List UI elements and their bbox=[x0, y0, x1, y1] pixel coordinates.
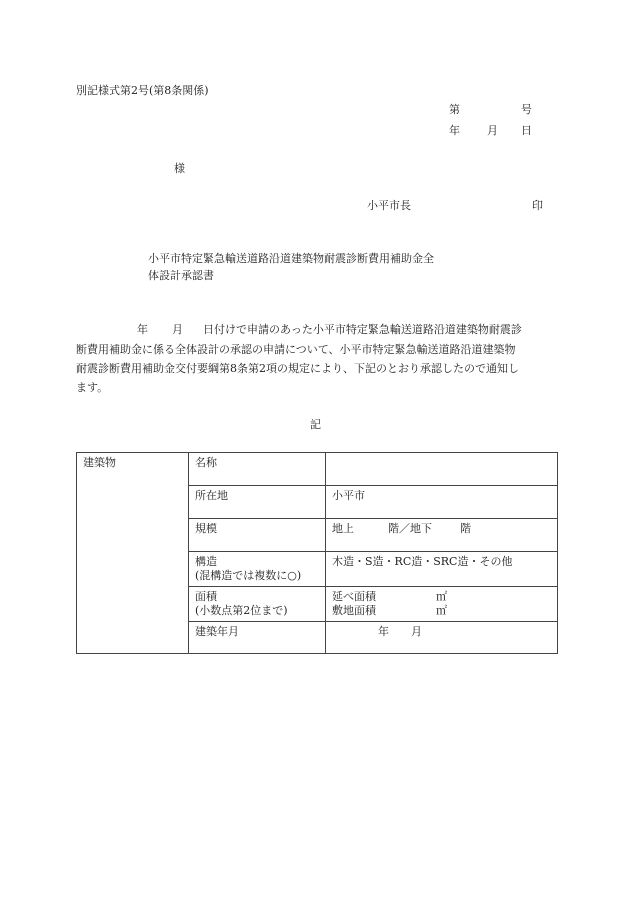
value-name-field[interactable] bbox=[326, 453, 558, 486]
scale-floor-basement: 階／地下 bbox=[388, 522, 432, 535]
document-number-suffix: 号 bbox=[521, 103, 532, 116]
site-area-unit: ㎡ bbox=[436, 604, 447, 617]
body-line-1-text: 日付けで申請のあった小平市特定緊急輸送道路沿道建築物耐震診 bbox=[203, 323, 522, 336]
label-scale: 規模 bbox=[189, 519, 326, 552]
body-line-2: 断費用補助金に係る全体設計の承認の申請について、小平市特定緊急輸送道路沿道建築物 bbox=[76, 343, 516, 356]
label-structure: 構造 (混構造では複数に○) bbox=[189, 552, 326, 587]
document-title-line2: 体設計承認書 bbox=[148, 269, 214, 282]
scale-floor: 階 bbox=[460, 522, 471, 535]
value-area-field[interactable] bbox=[326, 587, 558, 622]
label-area: 面積 (小数点第2位まで) bbox=[189, 587, 326, 622]
form-number: 別記様式第2号(第8条関係) bbox=[76, 84, 209, 97]
date-month: 月 bbox=[487, 124, 498, 137]
label-location: 所在地 bbox=[189, 486, 326, 519]
body-month: 月 bbox=[172, 323, 183, 336]
body-line-4: ます。 bbox=[76, 381, 109, 394]
document-number-prefix: 第 bbox=[449, 103, 460, 116]
built-year: 年 bbox=[378, 625, 389, 638]
total-floor-area-label: 延べ面積 bbox=[332, 590, 376, 603]
date-day: 日 bbox=[521, 124, 532, 137]
document-title-line1: 小平市特定緊急輸送道路沿道建築物耐震診断費用補助金全 bbox=[148, 252, 434, 265]
value-built-field[interactable] bbox=[326, 622, 558, 654]
row-header-building bbox=[77, 453, 189, 654]
issuer-title: 小平市長 bbox=[367, 199, 411, 212]
label-area-note: (小数点第2位まで) bbox=[195, 604, 288, 617]
site-area-label: 敷地面積 bbox=[332, 604, 376, 617]
body-line-1 bbox=[76, 324, 522, 335]
built-month: 月 bbox=[411, 625, 422, 638]
ki-marker: 記 bbox=[310, 418, 321, 431]
body-line-3: 耐震診断費用補助金交付要綱第8条第2項の規定により、下記のとおり承認したので通知し bbox=[76, 362, 519, 375]
seal-mark: 印 bbox=[532, 199, 543, 212]
label-name: 名称 bbox=[189, 453, 326, 486]
body-year: 年 bbox=[137, 323, 148, 336]
value-location-field[interactable]: 小平市 bbox=[326, 486, 558, 519]
table-row-name bbox=[77, 453, 558, 486]
value-structure-options[interactable]: 木造・S造・RC造・SRC造・その他 bbox=[326, 552, 558, 587]
total-floor-area-unit: ㎡ bbox=[436, 590, 447, 603]
value-scale-field[interactable] bbox=[326, 519, 558, 552]
date-year: 年 bbox=[449, 124, 460, 137]
label-built: 建築年月 bbox=[189, 622, 326, 654]
label-structure-note: (混構造では複数に○) bbox=[195, 569, 302, 582]
addressee-suffix: 様 bbox=[174, 162, 185, 175]
scale-above: 地上 bbox=[332, 522, 354, 535]
building-info-table bbox=[76, 452, 558, 654]
row-header-building-label: 建築物 bbox=[83, 456, 116, 469]
